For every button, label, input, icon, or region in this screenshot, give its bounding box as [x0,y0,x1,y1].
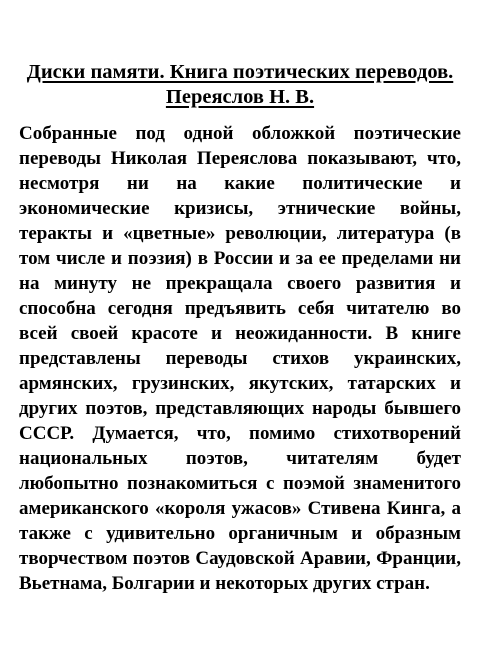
title-line-2: Переяслов Н. В. [165,86,315,108]
title-line-1: Диски памяти. Книга поэтических переводов. [26,61,454,83]
document-page [19,60,461,596]
document-body-paragraph: Собранные под одной обложкой поэтические переводы Николая Переяслова показывают, что, несмотря ни на какие политические и экономические кризисы, этнические войны, теракты и «цветные» революции, литература (в том числе и поэзия) в России и за ее пределами ни на минуту не прекращала своего развития и способна сегодня предъявить себя читателю во всей своей красоте и неожиданности. В книге представлены переводы стихов украинских, армянских, грузинских, якутских, татарских и других поэтов, представляющих народы бывшего СССР. Думается, что, помимо стихотворений национальных поэтов, читателям будет любопытно познакомиться с поэмой знаменитого американского «короля ужасов» Стивена Кинга, а также с удивительно органичным и образным творчеством поэтов Саудовской Аравии, Франции, Вьетнама, Болгарии и некоторых других стран. [19,123,461,594]
document-title [19,60,461,110]
